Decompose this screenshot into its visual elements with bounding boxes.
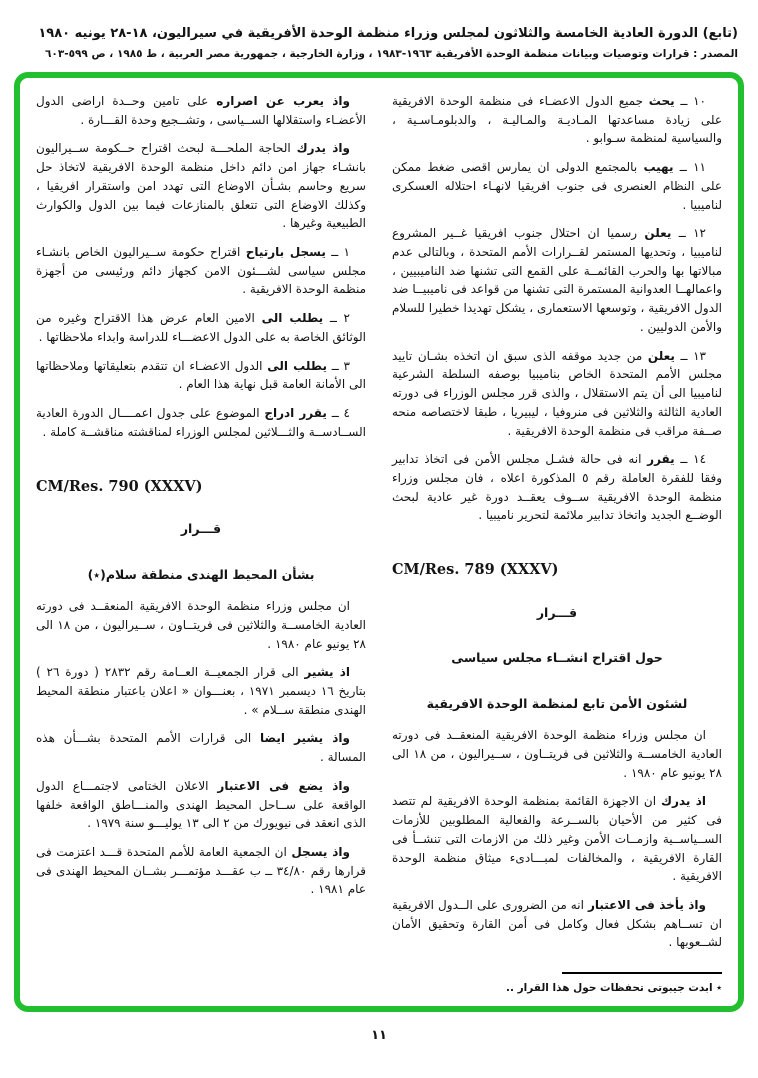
item-text: جميع الدول الاعضـاء فى منظمة الوحدة الافريقية على زيادة مساعدتها المـاديـة والمـاليـة ، والدبلومـاسـية ، والسياسية لمنظمة سـوابو . [392, 94, 722, 146]
paragraph-text: ان مجلس وزراء منظمة الوحدة الافريقية المنعقــد فى دورته العادية الخامســة والثلاثين فى فريتــاون ، ســيراليون ، من ١٨ الى ٢٨ يونيو عام ١٩٨٠ . [392, 728, 722, 780]
paragraph-lead: واذ يسجل [291, 845, 350, 860]
paragraph-item-3 [36, 357, 366, 394]
footnote-divider [562, 972, 722, 974]
resolution-ref-790: CM/Res. 790 (XXXV) [36, 477, 203, 495]
paragraph-text: الى قرار الجمعيــة العــامة رقم ٢٨٣٢ ( دورة ٢٦ ) بتاريخ ١٦ ديسمبر ١٩٧١ ، بعنـــوان « اعلان باعتبار منطقة المحيط الهندى منطقة ســلام » . [36, 665, 366, 717]
paragraph-item-2 [36, 309, 366, 346]
paragraph-lead: واذ يعرب عن اصراره [216, 94, 350, 108]
paragraph-lead: اذ يشير [304, 665, 350, 680]
item-text: بالمجتمع الدولى ان يمارس اقصى ضغط ممكن على النظام العنصرى فى جنوب افريقيا لانهـاء احتلاله العسكرى لناميبيا . [392, 160, 722, 212]
page-number: ١١ [371, 1028, 387, 1044]
paragraph-text: على تامين وحــدة اراضى الدول الأعضـاء واستقلالها الســياسى ، وتشــجيع وحدة القـــارة . [36, 94, 366, 127]
content-frame [14, 72, 744, 1012]
item-lead: يحث [648, 94, 675, 108]
item-number: ١٢ ــ [678, 226, 706, 241]
decision-title-indian-ocean: بشأن المحيط الهندى منطقة سلام(٭) [87, 566, 315, 582]
footnote [392, 980, 722, 996]
item-number: ٢ ــ [329, 311, 350, 326]
item-lead: يطلب الى [261, 311, 324, 326]
item-number: ١ ــ [331, 245, 350, 260]
column-left [36, 92, 366, 996]
item-text: من جديد موقفه الذى سبق ان اتخذه بشـان تاييد مجلس الأمم المتحدة الخاص بناميبيا بوصفه السلطة الشرعية لناميبيا الى أن يتم الاستقلال ، والذى قرر مجلس الوزراء فى دورته العادية الثالثة والثلاثين فى منروفيا ، ليبيريا ، طبقا لاختصاصه منحه صــفة مراقب فى منظمة الوحدة الافريقية . [392, 348, 722, 438]
decision-heading: قـــرار [536, 604, 578, 620]
item-lead: يقرر ادراج [264, 406, 327, 421]
item-lead: يطلب الى [267, 358, 327, 373]
item-number: ٤ ــ [331, 406, 350, 421]
paragraph-item-4 [36, 404, 366, 441]
paragraph-text: ان الجمعية العامة للأمم المتحدة قـــد اعتزمت فى قرارها رقم ٣٤/٨٠ ــ ب عقـــد مؤتمـــر بشــان المحيط الهندى فى عام ١٩٨١ . [36, 845, 367, 897]
item-number: ٣ ــ [331, 358, 350, 373]
item-text: الدول الاعضـاء ان تتقدم بتعليقاتها وملاحظاتها الى الأمانة العامة قبل نهاية هذا العام . [36, 358, 366, 392]
footnote-star-marker: ٭ [716, 982, 722, 995]
paragraph-item-11 [392, 158, 722, 214]
item-number: ١١ ــ [679, 160, 706, 175]
item-number: ١٣ ــ [680, 348, 706, 363]
paragraph-lead: واذ يضع فى الاعتبار [217, 778, 350, 793]
paragraph-preamble [392, 896, 722, 952]
item-text: انه فى حالة فشـل مجلس الأمن فى اتخاذ تدابير وفقا للفقرة العاملة رقم ٥ المذكورة اعلاه ، فان مجلس وزراء منظمة الوحدة الافريقية ســوف يعقــد دورة غير عادية لبحث الوضــع الجديد واتخاذ تدابير ملائمة لتحرير ناميبيا . [392, 452, 722, 523]
paragraph-lead: واذ يشير ايضا [260, 731, 350, 746]
paragraph-preamble [36, 92, 366, 129]
paragraph-item-13 [392, 347, 722, 441]
item-lead: يهيب [643, 160, 674, 175]
item-text: اقتراح حكومة ســيراليون الخاص بانشـاء مجلس سياسى لشـــئون الامن كجهاز دائم ورئيسى من أجهزة منظمة الوحدة الافريقية . [36, 245, 366, 297]
paragraph-preamble [392, 726, 722, 782]
decision-heading: قـــرار [180, 521, 222, 537]
decision-title-line1: حول اقتراح انشــاء مجلس سياسى [451, 650, 663, 666]
paragraph-text: ان الاجهزة القائمة بمنظمة الوحدة الافريقية لم تتصد فى كثير من الأحيان بالســرعة والفعالية المطلوبين للأزمات الســياســية وازمــات الأمن وغير ذلك من الازمات التى تنشــأ فى القارة الافريقية ، والمخالفات لمبـــادىء ميثاق منظمة الوحدة الافريقية . [392, 794, 722, 884]
paragraph-item-14 [392, 450, 722, 525]
paragraph-text: الى قرارات الأمم المتحدة بشـــأن هذه المسالة . [36, 731, 366, 765]
paragraph-item-1 [36, 243, 366, 299]
paragraph-text: الاعلان الختامى لاجتمـــاع الدول الواقعة على ســاحل المحيط الهندى والمنـــاطق الواقعة خلفها الذى انعقد فى نيويورك من ٢ الى ١٣ يوليـــو سنة ١٩٧٩ . [36, 778, 366, 831]
paragraph-item-12 [392, 224, 722, 336]
paragraph-text: انه من الضرورى على الــدول الافريقية ان تســاهم بشكل فعال وكامل فى أمن القارة وتحقيق الأمان لشــعوبها . [392, 897, 722, 950]
paragraph-lead: واذ يدرك [296, 141, 350, 156]
paragraph-preamble [36, 777, 366, 833]
paragraph-preamble [36, 139, 366, 233]
footnote-block [392, 962, 722, 996]
paragraph-lead: واذ يأخذ فى الاعتبار [587, 897, 706, 912]
item-lead: يقرر [647, 452, 675, 467]
paragraph-preamble [392, 792, 722, 886]
two-column-layout [36, 92, 722, 996]
paragraph-lead: اذ يدرك [661, 794, 706, 809]
paragraph-item-10 [392, 92, 722, 148]
page-header [14, 26, 744, 60]
item-text: رسميا ان احتلال جنوب افريقيا غــير المشروع لناميبيا ، وتحديها المستمر لقــرارات الأمم المتحدة ، وبالتالى عدم مبالاتها بها والحرب القائمــة على القمع التى تشنها ضد الناميبيين ، واعمالهــا العدوانية المستمرة التى تشنها من قواعد فى ناميبيــا ضد الدول الافريقية ، وتوسعها الاستعمارى ، يشكل تهديدا خطيرا للسلام والأمن الدوليين . [392, 226, 722, 334]
paragraph-text: الحاجة الملحـــة لبحث اقتراح حــكومة ســيراليون بانشـاء جهاز امن دائم داخل منظمة الوحدة الافريقية لاتخاذ حل سريع وحاسم بشـأن الاوضاع التى تهدد امن واستقرار افريقيا ، وكذلك الاوضاع التى تتعلق بالمنازعات فيما بين الدول والكوارث الطبيعية وغيرها . [36, 141, 366, 231]
item-lead: يعلن [644, 226, 672, 241]
item-number: ١٠ ــ [680, 94, 706, 108]
header-session-title: (تابع) الدورة العادية الخامسة والثلاثون لمجلس وزراء منظمة الوحدة الأفريقية في سيراليون، ١٨-٢٨ يونيه ١٩٨٠ [38, 26, 738, 41]
item-number: ١٤ ــ [680, 452, 707, 467]
paragraph-preamble [36, 843, 366, 899]
header-source-line: المصدر : قرارات وتوصيات وبيانات منظمة الوحدة الأفريقية ١٩٦٣-١٩٨٣ ، وزارة الخارجية ، جمهورية مصر العربية ، ط ١٩٨٥ ، ص ٥٩٩-٦٠٣ [45, 48, 738, 60]
paragraph-preamble [36, 597, 366, 653]
paragraph-text: ان مجلس وزراء منظمة الوحدة الافريقية المنعقــد فى دورته العادية الخامســة والثلاثين فى فريتــاون ، ســيراليون ، من ١٨ الى ٢٨ يونيو عام ١٩٨٠ . [36, 599, 366, 651]
item-lead: يعلن [647, 348, 675, 363]
resolution-ref-789: CM/Res. 789 (XXXV) [392, 561, 559, 579]
footnote-text: ابدت جيبوتى تحفظات حول هذا القرار .. [505, 982, 713, 995]
item-text: الامين العام عرض هذا الاقتراح وغيره من الوثائق الخاصة به على الدول الاعضـــاء للدراسة وابداء ملاحظاتها . [36, 311, 366, 344]
column-right [392, 92, 722, 996]
paragraph-preamble [36, 729, 366, 766]
paragraph-preamble [36, 663, 366, 719]
item-lead: يسجل بارتياح [245, 245, 326, 260]
item-text: الموضوع على جدول اعمــــال الدورة العادية الســادســة والثـــلاثين لمجلس الوزراء لمناقشته مناقشــة كاملة . [36, 406, 366, 439]
decision-title-line2: لشئون الأمن تابع لمنظمة الوحدة الافريقية [426, 695, 688, 711]
